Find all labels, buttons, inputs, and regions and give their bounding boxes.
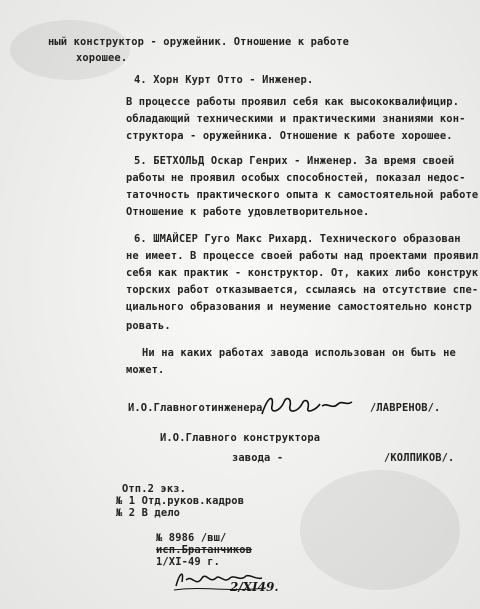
registration-executor: исп.Братанчиков (156, 544, 253, 556)
copy-1-recipient: № 1 Отд.руков.кадров (116, 495, 245, 507)
document-line: может. (126, 364, 165, 376)
signatory-2-title: И.О.Главного конструктора (160, 432, 321, 444)
copy-2-recipient: № 2 В дело (116, 507, 181, 519)
document-line: структора - оружейника. Отношение к работе хорошее. (126, 130, 453, 142)
document-line: себя как практик - конструктор. От, каких либо конструк (126, 267, 479, 279)
document-line: 6. ШМАЙСЕР Гуго Макс Рихард. Технического образован (134, 233, 461, 245)
document-line: работы не проявил особых способностей, показал недос- (126, 172, 466, 184)
document-line: таточность практического опыта к самостоятельной работе (126, 189, 479, 201)
document-line: В процессе работы проявил себя как высококвалифицир. (126, 96, 460, 108)
signatory-2-name: /КОЛПИКОВ/. (384, 452, 455, 464)
document-line: ный конструктор - оружейник. Отношение к работе (48, 36, 350, 48)
document-line: не имеет. В процессе своей работы над проектами проявил (126, 250, 479, 262)
registration-date: 1/XI-49 г. (156, 556, 221, 568)
document-line: обладающий техническими и практическими знаниями кон- (126, 113, 466, 125)
document-line: Отношение к работе удовлетворительное. (126, 206, 370, 218)
copies-count: Отп.2 экз. (122, 483, 187, 495)
registration-number: № 8986 /вш/ (156, 532, 227, 544)
document-line: торских работ отказывается, ссылаясь на отсутствие спе- (126, 284, 479, 296)
document-line: циального образования и неумение самостоятельно констр (126, 301, 472, 313)
handwritten-date: 2/XI49. (230, 580, 279, 594)
signatory-1-name: /ЛАВРЕНОВ/. (370, 402, 441, 414)
document-line: 4. Хорн Курт Отто - Инженер. (134, 74, 314, 86)
signature-lavrenov (258, 392, 358, 420)
signatory-2-subtitle: завода - (232, 452, 284, 464)
document-line: Ни на каких работах завода использован он быть не (142, 347, 456, 359)
document-line: ровать. (126, 320, 171, 332)
signatory-1-title: И.О.Главноготинженера (128, 402, 263, 414)
document-line: хорошее. (76, 52, 128, 64)
document-line: 5. БЕТХОЛЬД Оскар Генрих - Инженер. За время своей (134, 155, 455, 167)
